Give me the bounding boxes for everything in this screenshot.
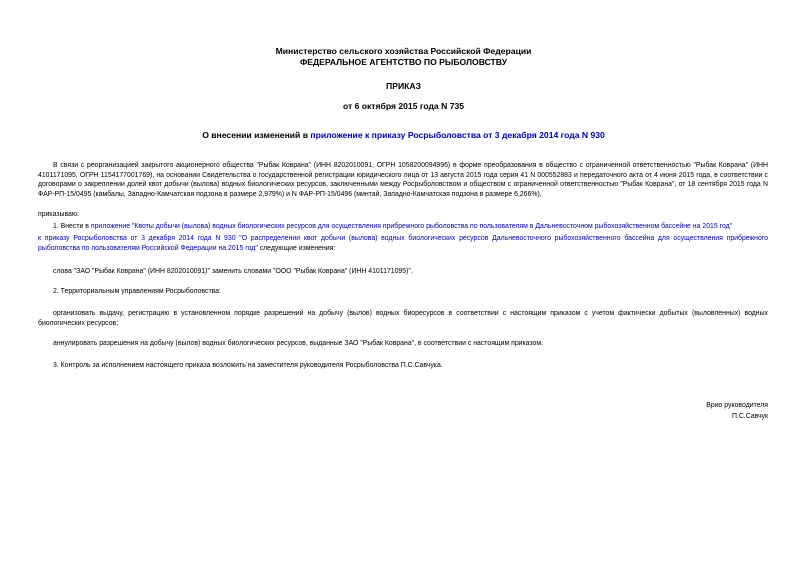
document-date-number: от 6 октября 2015 года N 735: [342, 101, 465, 111]
document-title: [0, 130, 807, 141]
item1-suffix: следующие изменения:: [257, 244, 336, 252]
agency-heading: ФЕДЕРАЛЬНОЕ АГЕНТСТВО ПО РЫБОЛОВСТВУ: [299, 57, 508, 67]
document-type: ПРИКАЗ: [386, 81, 421, 91]
item2-organize-paragraph: организовать выдачу, регистрацию в установленном порядке разрешений на добычу (вылов) водных биоресурсов в соответствии с настоящим приказом с учетом фактически добытых (выловленных) водных биологических ресурсов;: [38, 310, 768, 327]
ministry-heading: Министерство сельского хозяйства Российской Федерации: [275, 46, 532, 56]
signature-name: П.С.Савчук: [731, 413, 768, 420]
replace-words-paragraph: слова "ЗАО "Рыбак Коврана" (ИНН 8202010091)" заменить словами "ООО "Рыбак Коврана" (ИНН 4101171095)".: [53, 268, 413, 275]
item1-prefix: 1. Внести в: [53, 223, 91, 230]
item1-order-link[interactable]: к приказу Росрыболовства от 3 декабря 2014 года N 930 "О распределении квот добычи (вылова) водных биологических ресурсов Дальневосточного рыбохозяйственного бассейна для осуществления прибрежного рыболовства по пользователям Российской Федерации на 2015 год": [38, 235, 768, 252]
item1-appendix-link[interactable]: приложение "Квоты добычи (вылова) водных биологических ресурсов для осуществления прибрежного рыболовства по пользователям в Дальневосточном рыбохозяйственном бассейне на 2015 год": [90, 223, 733, 230]
item1-continuation: [38, 234, 768, 253]
item3-paragraph: 3. Контроль за исполнением настоящего приказа возложить на заместителя руководителя Росрыболовства П.С.Савчука.: [53, 362, 443, 369]
item2-heading: 2. Территориальным управлениям Росрыболовства:: [53, 288, 221, 295]
item1-line: [53, 222, 768, 232]
order-word: приказываю:: [38, 211, 79, 218]
item2-cancel-paragraph: аннулировать разрешения на добычу (вылов) водных биологических ресурсов, выданные ЗАО "Рыбак Коврана", в соответствии с настоящим приказом.: [53, 340, 543, 347]
title-prefix: О внесении изменений в: [202, 130, 311, 140]
signature-position: Врио руководителя: [706, 402, 768, 409]
title-link[interactable]: приложение к приказу Росрыболовства от 3 декабря 2014 года N 930: [310, 130, 605, 140]
intro-paragraph: В связи с реорганизацией закрытого акционерного общества "Рыбак Коврана" (ИНН 8202010091, ОГРН 1058200094996) в форме преобразования в общество с ограниченной ответственностью "Рыбак Коврана" (ИНН 4101171095, ОГРН 1154177001769), на основании Свидетельства о государственной регистрации юридического лица от 13 августа 2015 года серия 41 N 000552883 и передаточного акта от 4 июня 2015 года, в соответствии с договорами о закреплении долей квот добычи (вылова) водных биологических ресурсов, заключенными между Росрыболовством и обществом с ограниченной ответственностью "Рыбак Коврана", от 18 сентября 2015 года N ФАР-РП-15/0495 (камбалы, Западно-Камчатская подзона в размере 2,979%) и N ФАР-РП-15/0496 (минтай, Западно-Камчатская подзона в размере 6,266%),: [38, 162, 768, 198]
